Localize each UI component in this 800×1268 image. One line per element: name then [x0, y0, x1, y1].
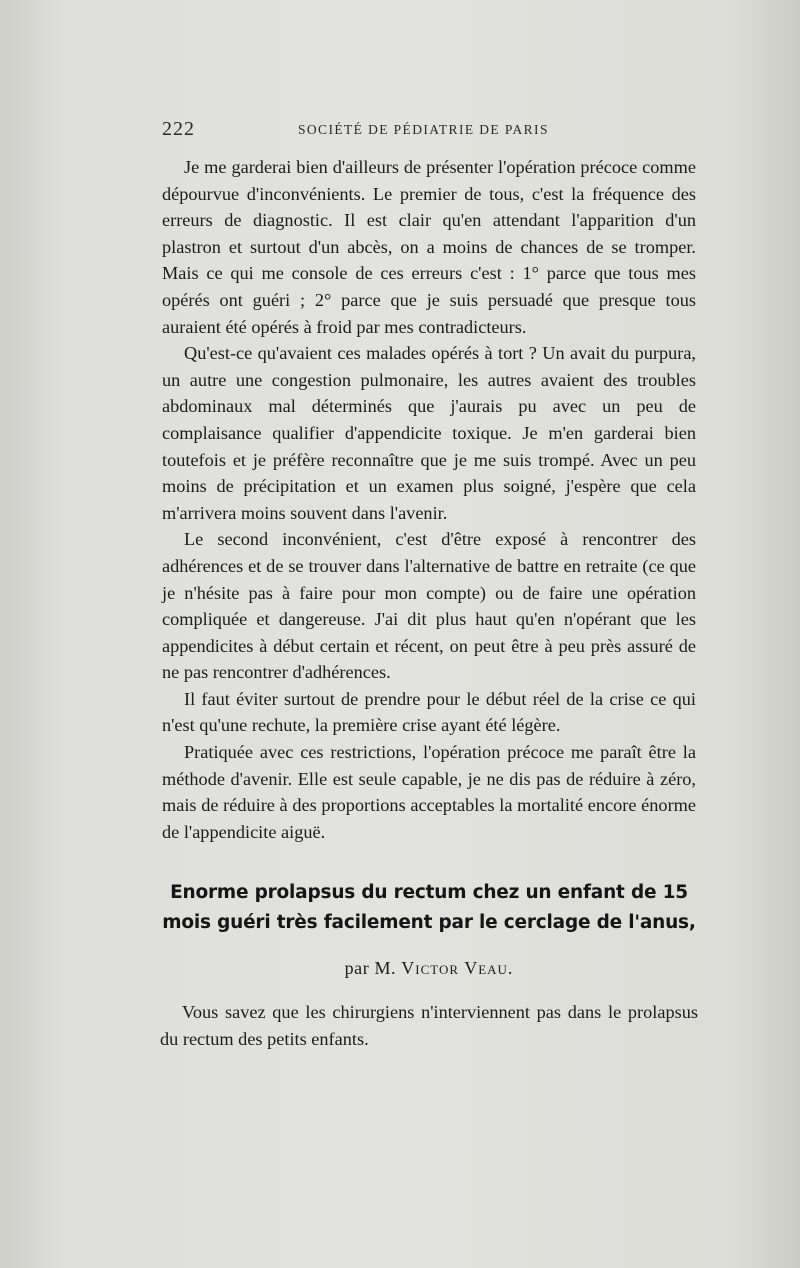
article-paragraph: Vous savez que les chirurgiens n'interviennent pas dans le prolapsus du rectum des petits enfants. — [160, 1002, 698, 1049]
page-number: 222 — [162, 118, 195, 140]
paragraph: Je me garderai bien d'ailleurs de présenter l'opération précoce comme dépourvue d'inconvénients. Le premier de tous, c'est la fréquence des erreurs de diagnostic. Il est clair qu'en attendant l'apparition d'un plastron et surtout d'un abcès, on a moins de chances de se tromper. Mais ce qui me console de ces erreurs c'est : 1° parce que tous mes opérés ont guéri ; 2° parce que je suis persuadé que presque tous auraient été opérés à froid par mes contradicteurs. — [162, 157, 696, 337]
body-text — [162, 154, 696, 845]
paragraph: Il faut éviter surtout de prendre pour le début réel de la crise ce qui n'est qu'une rechute, la première crise ayant été légère. — [162, 688, 696, 736]
running-head: SOCIÉTÉ DE PÉDIATRIE DE PARIS — [298, 122, 549, 137]
byline-prefix: par M. — [344, 958, 397, 978]
paragraph: Le second inconvénient, c'est d'être exposé à rencontrer des adhérences et de se trouver dans l'alternative de battre en retraite (ce que je n'hésite pas à faire pour mon compte) ou de faire une opération compliquée et dangereuse. J'ai dit plus haut qu'en n'opérant que les appendicites à début certain et récent, on peut être à peu près assuré de ne pas rencontrer d'adhérences. — [162, 529, 696, 683]
author-name: Victor Veau. — [401, 958, 514, 978]
article-byline — [160, 958, 698, 979]
article-section — [160, 878, 698, 1052]
article-title: Enorme prolapsus du rectum chez un enfant de 15 mois guéri très facilement par le cerclage de l'anus, — [162, 882, 696, 933]
paragraph: Qu'est-ce qu'avaient ces malades opérés à tort ? Un avait du purpura, un autre une congestion pulmonaire, les autres avaient des troubles abdominaux mal déterminés que j'aurais pu avec un peu de complaisance qualifier d'appendicite toxique. Je m'en garderai bien toutefois et je préfère reconnaître que je me suis trompé. Avec un peu moins de précipitation et un examen plus soigné, j'espère que cela m'arrivera moins souvent dans l'avenir. — [162, 343, 696, 523]
page-header — [162, 118, 692, 144]
paragraph: Pratiquée avec ces restrictions, l'opération précoce me paraît être la méthode d'avenir. Elle est seule capable, je ne dis pas de réduire à zéro, mais de réduire à des proportions acceptables la mortalité encore énorme de l'appendicite aiguë. — [162, 742, 696, 842]
